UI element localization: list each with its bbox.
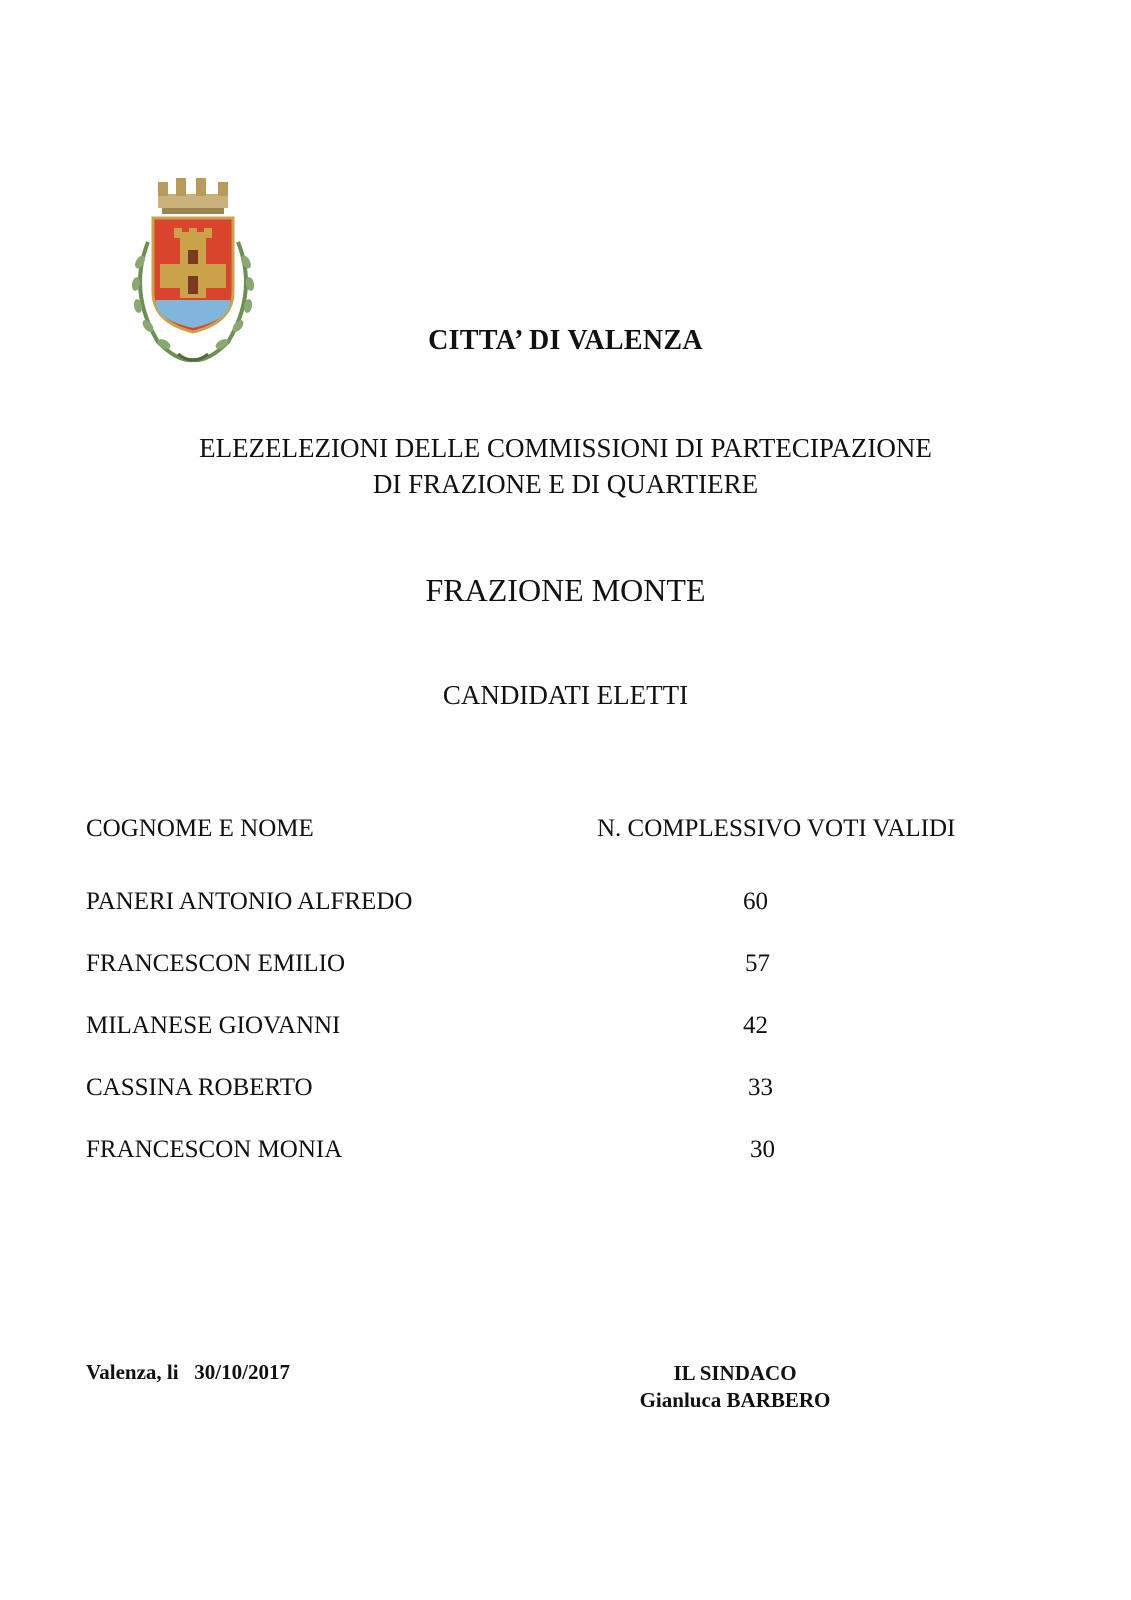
candidate-name: PANERI ANTONIO ALFREDO	[86, 888, 413, 915]
table-row	[0, 1136, 1131, 1176]
candidate-name: MILANESE GIOVANNI	[86, 1012, 341, 1039]
frazione-title: FRAZIONE MONTE	[425, 572, 706, 608]
candidate-votes: 57	[745, 950, 770, 977]
candidate-votes: 60	[743, 888, 768, 915]
column-header-name: COGNOME E NOME	[86, 815, 314, 842]
place-and-date-text: Valenza, li 30/10/2017	[86, 1360, 290, 1384]
candidate-votes: 33	[748, 1074, 773, 1101]
place-and-date	[86, 1360, 290, 1385]
city-title	[0, 325, 1131, 357]
election-heading-line2: DI FRAZIONE E DI QUARTIERE	[372, 469, 759, 499]
table-row	[0, 1074, 1131, 1114]
signature-block	[620, 1360, 850, 1414]
column-header-votes: N. COMPLESSIVO VOTI VALIDI	[597, 815, 956, 842]
section-title: CANDIDATI ELETTI	[442, 680, 689, 710]
table-row	[0, 888, 1131, 928]
crown-icon	[158, 178, 228, 214]
candidate-votes: 42	[743, 1012, 768, 1039]
candidate-name: FRANCESCON MONIA	[86, 1136, 343, 1163]
election-heading-line1: ELEZELEZIONI DELLE COMMISSIONI DI PARTECIPAZIONE	[199, 433, 932, 463]
candidate-name: CASSINA ROBERTO	[86, 1074, 313, 1101]
table-row	[0, 1012, 1131, 1052]
candidate-votes: 30	[750, 1136, 775, 1163]
city-title-text: CITTA’ DI VALENZA	[428, 325, 703, 356]
table-row	[0, 950, 1131, 990]
signatory-name: Gianluca BARBERO	[639, 1388, 831, 1412]
signatory-role: IL SINDACO	[673, 1361, 797, 1385]
candidate-name: FRANCESCON EMILIO	[86, 950, 346, 977]
election-heading	[0, 430, 1131, 502]
shield-icon	[153, 218, 233, 332]
